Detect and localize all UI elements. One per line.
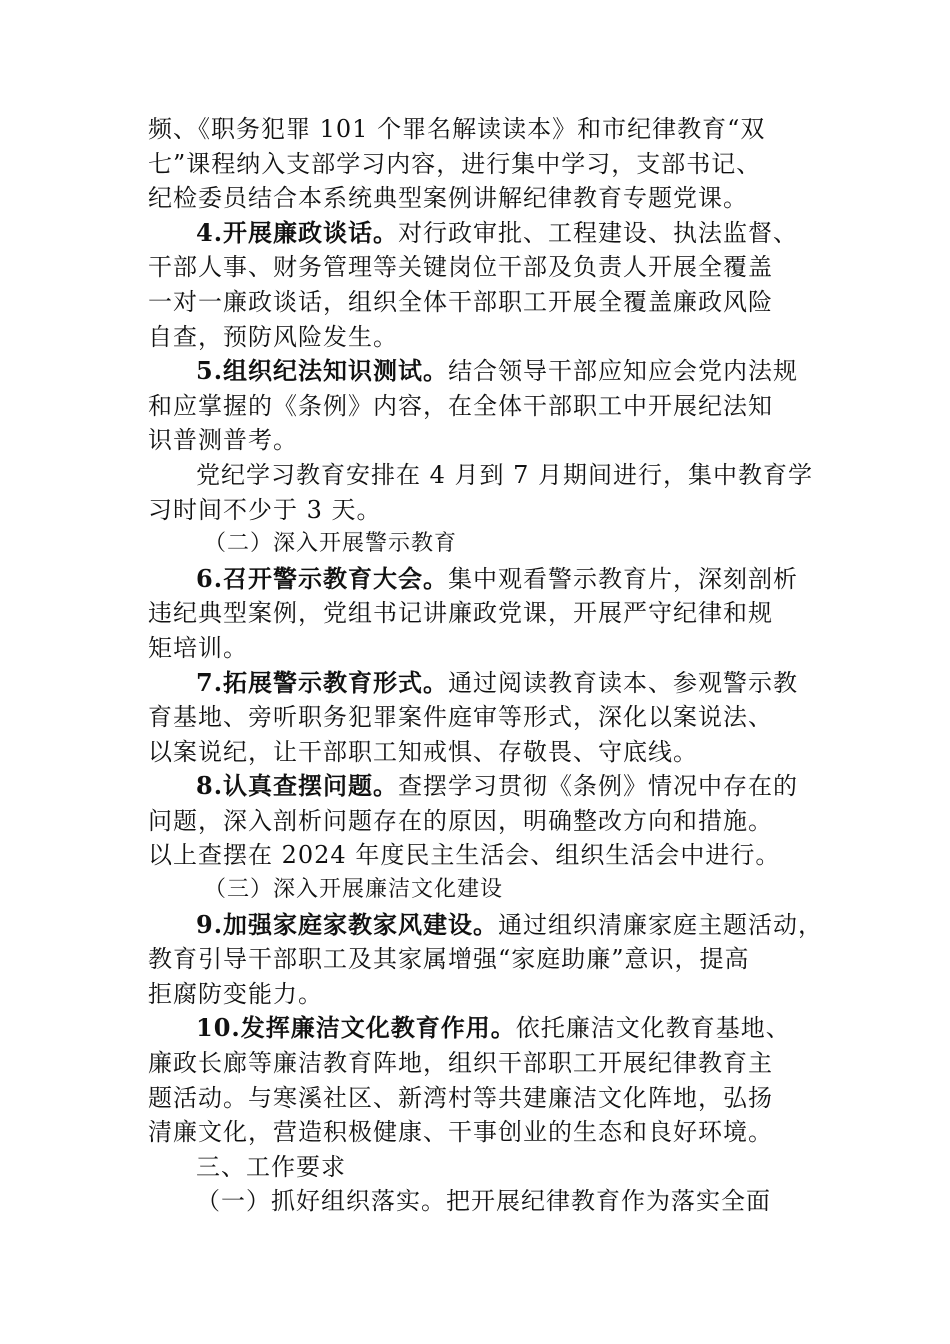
text-line: 违纪典型案例，党组书记讲廉政党课，开展严守纪律和规 bbox=[148, 599, 773, 628]
text-line: （一）抓好组织落实。把开展纪律教育作为落实全面 bbox=[196, 1187, 771, 1216]
paragraph-warning-forms bbox=[148, 666, 808, 770]
text-line: 清廉文化，营造积极健康、干事创业的生态和良好环境。 bbox=[148, 1118, 773, 1147]
text-line: 七”课程纳入支部学习内容，进行集中学习，支部书记、 bbox=[148, 149, 762, 178]
text-line: 问题，深入剖析问题存在的原因，明确整改方向和措施。 bbox=[148, 806, 773, 835]
text-line: 和应掌握的《条例》内容，在全体干部职工中开展纪法知 bbox=[148, 391, 773, 420]
text-line: 依托廉洁文化教育基地、 bbox=[515, 1014, 791, 1043]
text-line: 通过阅读教育读本、参观警示教 bbox=[448, 668, 799, 697]
text-line: 结合领导干部应知应会党内法规 bbox=[448, 357, 799, 386]
document-body bbox=[148, 112, 824, 1219]
text-line: 频、《职务犯罪 101 个罪名解读读本》和市纪律教育“双 bbox=[148, 115, 766, 143]
text-line: 对行政审批、工程建设、执法监督、 bbox=[398, 218, 799, 247]
item-title: 9.加强家庭家教家风建设。 bbox=[196, 909, 499, 939]
text-line: 习时间不少于 3 天。 bbox=[148, 495, 382, 524]
item-title: 4.开展廉政谈话。 bbox=[196, 217, 399, 247]
paragraph-family bbox=[148, 908, 824, 1012]
text-line: 集中观看警示教育片，深刻剖析 bbox=[448, 564, 799, 593]
paragraph-talks bbox=[148, 216, 808, 354]
item-title: 8.认真查摆问题。 bbox=[196, 771, 399, 801]
paragraph-warning-meeting bbox=[148, 562, 808, 666]
text-line: 拒腐防变能力。 bbox=[148, 979, 323, 1008]
text-line: 干部人事、财务管理等关键岗位干部及负责人开展全覆盖 bbox=[148, 253, 773, 282]
text-line: 教育引导干部职工及其家属增强“家庭助廉”意识，提高 bbox=[148, 945, 750, 974]
section-heading-requirements: 三、工作要求 bbox=[196, 1152, 346, 1181]
text-line: 查摆学习贯彻《条例》情况中存在的 bbox=[398, 772, 799, 801]
text-line: 识普测普考。 bbox=[148, 426, 298, 455]
text-line: 矩培训。 bbox=[148, 633, 248, 662]
text-line: 题活动。与寒溪社区、新湾村等共建廉洁文化阵地，弘扬 bbox=[148, 1083, 773, 1112]
paragraph-culture-education bbox=[148, 1011, 808, 1149]
paragraph-test bbox=[148, 354, 808, 458]
paragraph-1 bbox=[148, 112, 808, 216]
text-line: 纪检委员结合本系统典型案例讲解纪律教育专题党课。 bbox=[148, 184, 748, 213]
text-line: 自查，预防风险发生。 bbox=[148, 322, 398, 351]
text-line: 育基地、旁听职务犯罪案件庭审等形式，深化以案说法、 bbox=[148, 703, 773, 732]
text-line: 以上查摆在 2024 年度民主生活会、组织生活会中进行。 bbox=[148, 841, 781, 870]
text-line: 通过组织清廉家庭主题活动， bbox=[498, 910, 824, 939]
paragraph-organization bbox=[148, 1184, 808, 1219]
item-title: 7.拓展警示教育形式。 bbox=[196, 667, 449, 697]
paragraph-schedule bbox=[148, 458, 814, 527]
text-line: 党纪学习教育安排在 4 月到 7 月期间进行，集中教育学 bbox=[196, 460, 814, 489]
subheading-integrity-culture: （三）深入开展廉洁文化建设 bbox=[204, 877, 504, 903]
text-line: 廉政长廊等廉洁教育阵地，组织干部职工开展纪律教育主 bbox=[148, 1049, 773, 1078]
text-line: 一对一廉政谈话，组织全体干部职工开展全覆盖廉政风险 bbox=[148, 287, 773, 316]
text-line: 以案说纪，让干部职工知戒惧、存敬畏、守底线。 bbox=[148, 737, 698, 766]
paragraph-check-problems bbox=[148, 769, 808, 873]
item-title: 5.组织纪法知识测试。 bbox=[196, 356, 449, 386]
item-title: 6.召开警示教育大会。 bbox=[196, 563, 449, 593]
subheading-warning: （二）深入开展警示教育 bbox=[204, 531, 458, 557]
item-title: 10.发挥廉洁文化教育作用。 bbox=[196, 1013, 516, 1043]
